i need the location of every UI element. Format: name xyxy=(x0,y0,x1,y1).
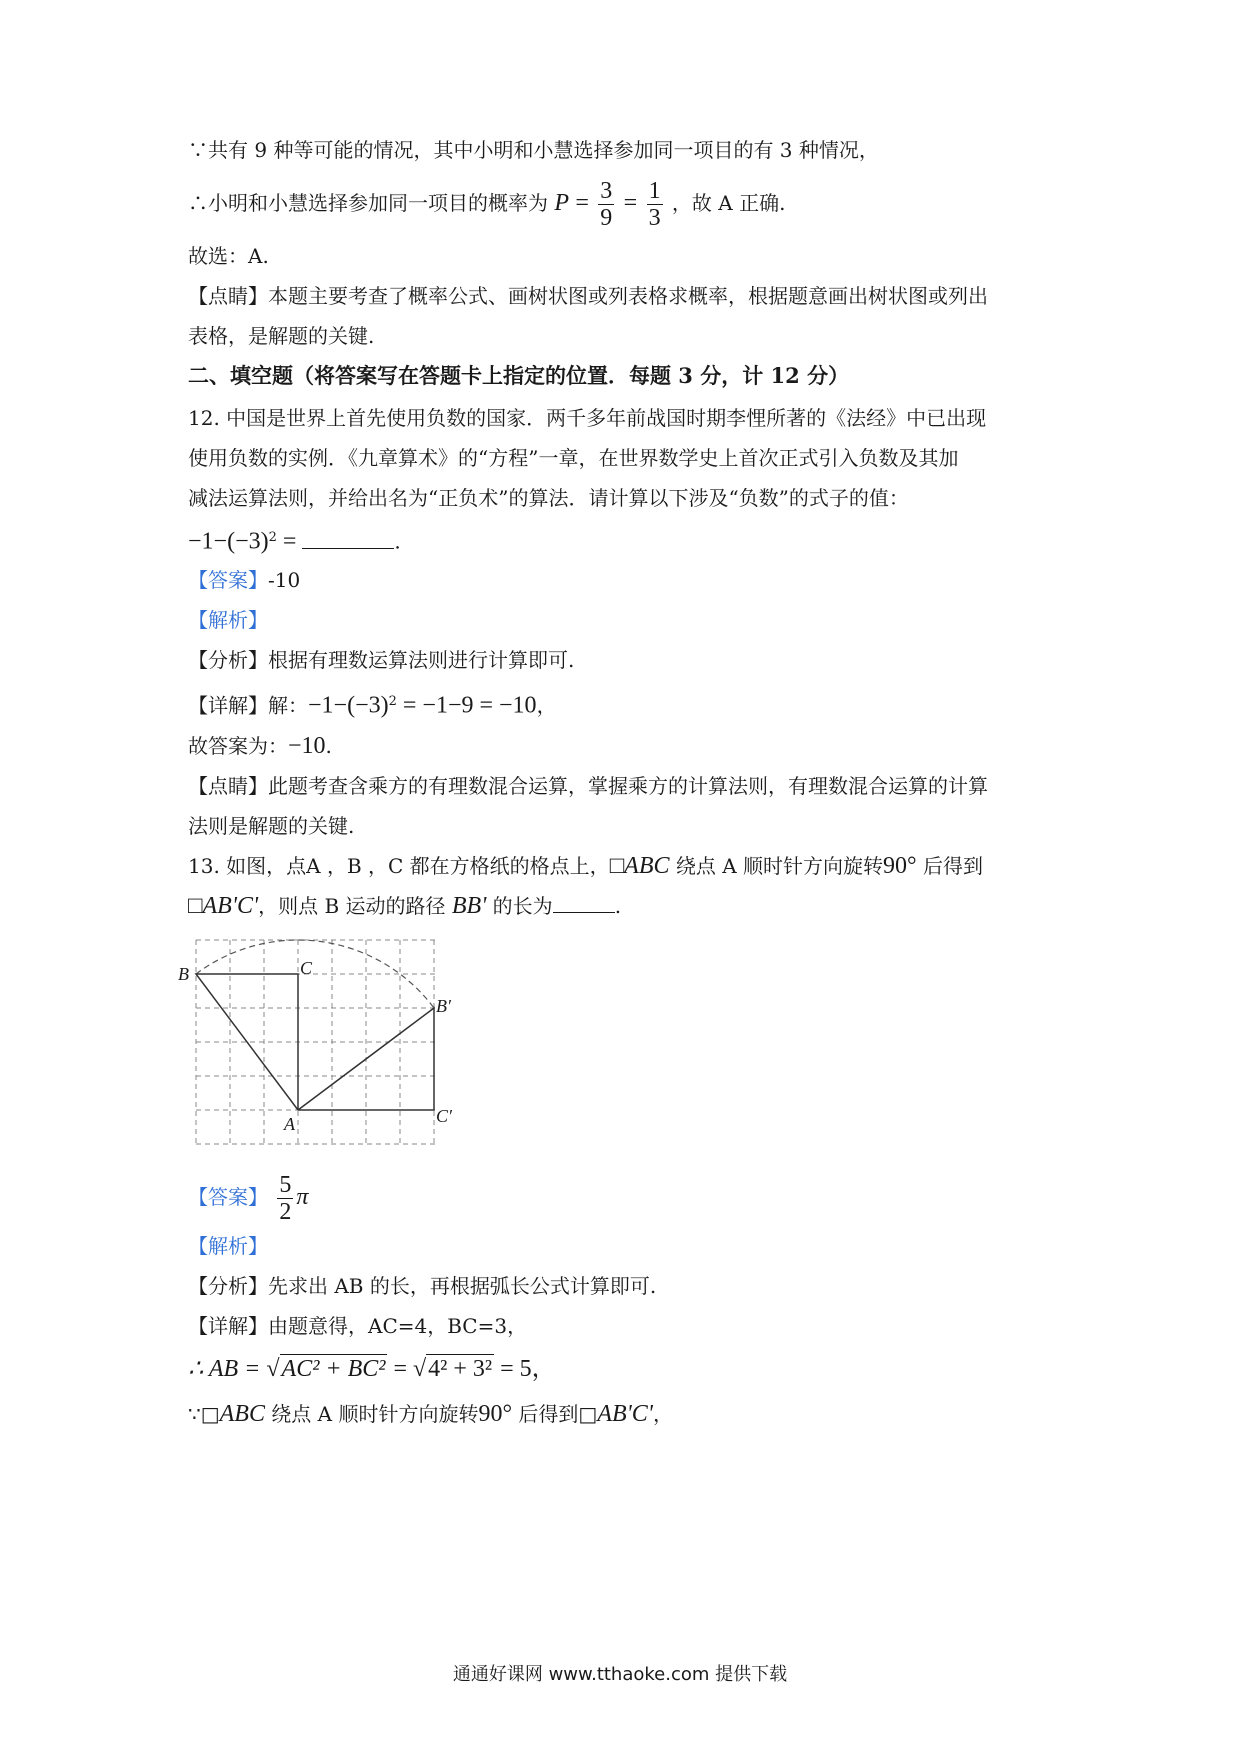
answer-tag: 【答案】 xyxy=(188,568,268,592)
ab-line xyxy=(188,1354,556,1383)
probability-line xyxy=(188,178,785,231)
fraction xyxy=(647,178,663,231)
q13-line2 xyxy=(188,892,621,920)
analysis-tag: 【解析】 xyxy=(188,1234,268,1258)
q13-line1 xyxy=(188,852,983,880)
text: ∵□ xyxy=(188,1402,220,1426)
label-a: A xyxy=(284,1114,295,1134)
text-line: 【点睛】本题主要考查了概率公式、画树状图或列表格求概率，根据题意画出树状图或列出 xyxy=(188,284,988,308)
radicand: 4² + 3² xyxy=(428,1356,493,1382)
grid-figure xyxy=(170,930,500,1160)
equals: = xyxy=(575,190,589,216)
numerator: 1 xyxy=(648,178,661,204)
expr: ∴ AB = xyxy=(188,1356,267,1382)
triangle: ABC xyxy=(219,1401,265,1427)
text-line: 法则是解题的关键. xyxy=(188,814,355,838)
value: −10 xyxy=(288,733,326,759)
triangle: □AB'C' xyxy=(188,893,259,919)
analysis-tag: 【解析】 xyxy=(188,608,268,632)
answer-value: -10 xyxy=(268,568,301,592)
expr: −1−(−3) xyxy=(308,692,389,719)
denominator: 9 xyxy=(600,205,613,231)
angle: 90° xyxy=(883,853,917,879)
radicand: AC² + BC² xyxy=(281,1356,386,1382)
arc: BB' xyxy=(451,893,487,919)
answer-blank xyxy=(302,528,394,549)
text-line: 表格，是解题的关键. xyxy=(188,324,375,348)
denominator: 2 xyxy=(279,1199,292,1225)
text: ，则点 B 运动的路径 xyxy=(258,894,452,918)
pi: π xyxy=(296,1184,309,1210)
text-line xyxy=(188,732,332,760)
text: 绕点 A 顺时针方向旋转 xyxy=(669,854,884,878)
section-heading: 二、填空题（将答案写在答题卡上指定的位置．每题 3 分，计 12 分） xyxy=(188,363,850,388)
text: 故答案为： xyxy=(188,734,288,758)
triangle: □ABC xyxy=(609,853,670,879)
detail-line xyxy=(188,688,557,720)
text: 13. 如图，点A ，B ，C 都在方格纸的格点上， xyxy=(188,854,610,878)
exponent: 2 xyxy=(388,694,397,709)
math-p: P xyxy=(554,190,570,216)
answer-blank xyxy=(553,892,615,913)
label-cprime: C′ xyxy=(436,1106,452,1126)
label-c: C xyxy=(300,958,313,978)
label-bprime: B′ xyxy=(436,996,451,1016)
period: . xyxy=(394,529,401,554)
sqrt-sign: √ xyxy=(413,1356,427,1382)
exponent: 2 xyxy=(268,530,277,545)
text: ，故 A 正确. xyxy=(671,191,786,215)
text: 【详解】解： xyxy=(188,693,308,718)
text: 后得到 xyxy=(916,854,983,878)
triangle-abc xyxy=(196,974,298,1110)
text: 后得到□ xyxy=(512,1402,598,1426)
fraction xyxy=(598,178,614,231)
text: 的长为 xyxy=(486,894,553,918)
numerator: 3 xyxy=(600,178,613,204)
period: . xyxy=(614,894,622,918)
expr: = 5， xyxy=(494,1356,556,1382)
text-line: 12. 中国是世界上首先使用负数的国家．两千多年前战国时期李悝所著的《法经》中已出现 xyxy=(188,406,987,430)
denominator: 3 xyxy=(648,205,661,231)
last-line xyxy=(188,1400,673,1428)
text-line: 故选：A. xyxy=(188,244,269,268)
expr: −1−(−3) xyxy=(188,528,269,555)
equals: = xyxy=(387,1356,413,1382)
sqrt-sign: √ xyxy=(266,1356,280,1382)
text-line: 减法运算法则，并给出名为“正负术”的算法．请计算以下涉及“负数”的式子的值： xyxy=(188,486,909,510)
angle: 90° xyxy=(478,1401,513,1427)
text-line: 【详解】由题意得，AC=4，BC=3， xyxy=(188,1314,528,1338)
fraction xyxy=(277,1172,293,1225)
text: ， xyxy=(652,1402,673,1426)
period: . xyxy=(325,734,332,758)
text: 绕点 A 顺时针方向旋转 xyxy=(264,1402,479,1426)
answer-line xyxy=(188,1170,308,1225)
answer-tag: 【答案】 xyxy=(188,1185,268,1209)
numerator: 5 xyxy=(279,1172,292,1198)
text-line: 【分析】根据有理数运算法则进行计算即可. xyxy=(188,648,575,672)
text: ∴小明和小慧选择参加同一项目的概率为 xyxy=(188,191,548,215)
text-line: 【点睛】此题考查含乘方的有理数混合运算，掌握乘方的计算法则，有理数混合运算的计算 xyxy=(188,774,988,798)
answer-line xyxy=(188,566,300,594)
q12-expression xyxy=(188,524,401,556)
equals: = xyxy=(276,528,303,555)
text: ， xyxy=(536,693,557,718)
text-line: ∵共有 9 种等可能的情况，其中小明和小慧选择参加同一项目的有 3 种情况， xyxy=(188,138,879,162)
equals: = xyxy=(623,190,638,216)
text-line: 使用负数的实例．《九章算术》的“方程”一章，在世界数学史上首次正式引入负数及其加 xyxy=(188,446,959,470)
page-footer: 通通好课网 www.tthaoke.com 提供下载 xyxy=(452,1664,788,1685)
triangle: AB'C' xyxy=(597,1401,653,1427)
label-b: B xyxy=(178,964,189,984)
expr: = −1−9 = −10 xyxy=(396,692,537,719)
text-line: 【分析】先求出 AB 的长，再根据弧长公式计算即可. xyxy=(188,1274,657,1298)
